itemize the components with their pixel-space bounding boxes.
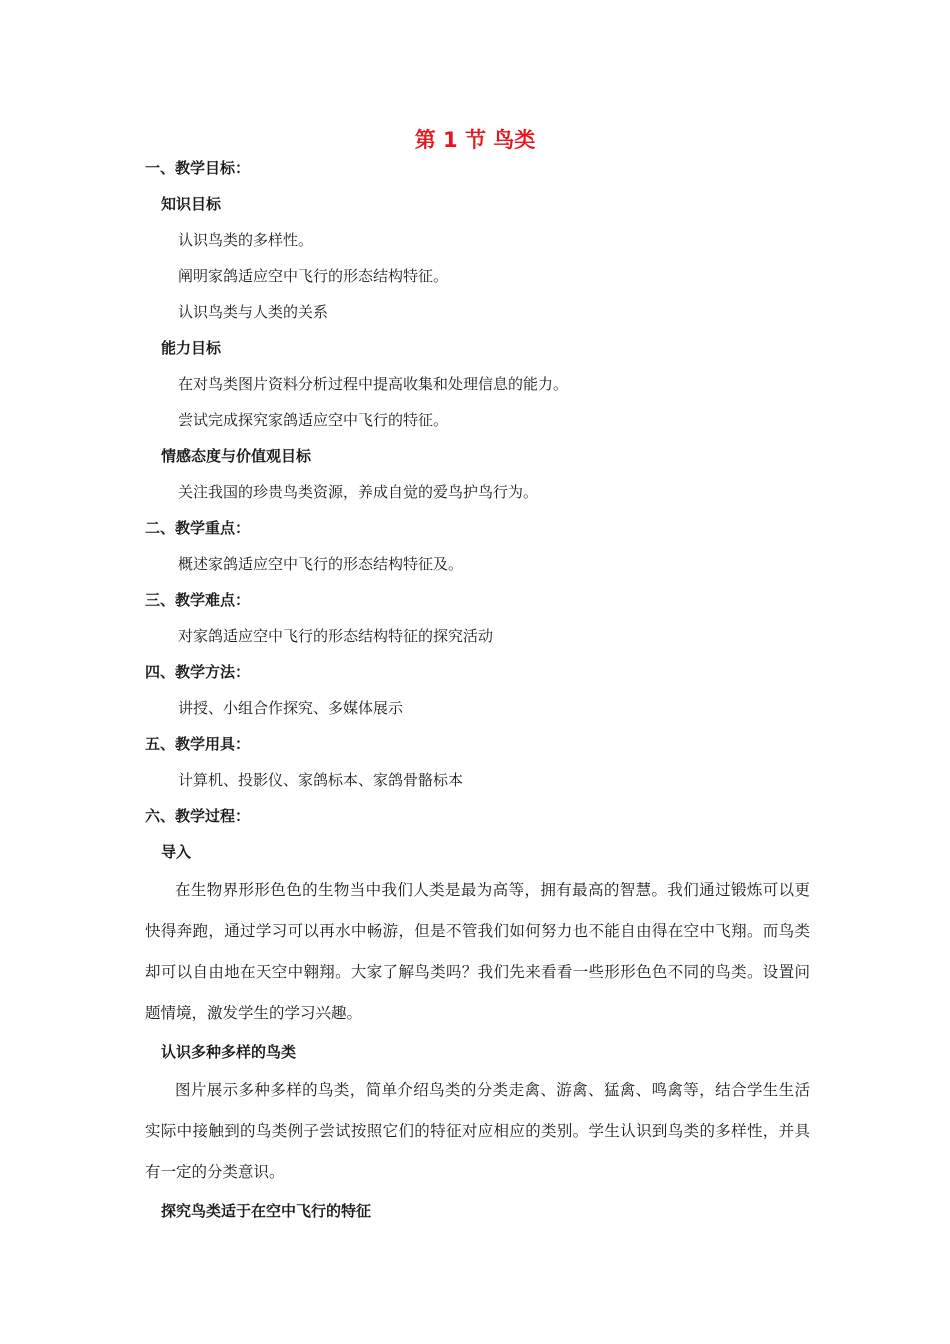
section-difficulties-heading: 三、教学难点： bbox=[145, 591, 251, 609]
section-process-heading: 六、教学过程： bbox=[145, 807, 251, 825]
ability-item: 尝试完成探究家鸽适应空中飞行的特征。 bbox=[178, 411, 449, 429]
explore-heading: 探究鸟类适于在空中飞行的特征 bbox=[161, 1202, 372, 1220]
emotion-objectives-heading: 情感态度与价值观目标 bbox=[161, 447, 312, 465]
intro-paragraph: 在生物界形形色色的生物当中我们人类是最为高等，拥有最高的智慧。我们通过锻炼可以更快得奔跑，通过学习可以再水中畅游，但是不管我们如何努力也不能自由得在空中飞翔。而鸟类却可以自由地在天空中翱翔。大家了解鸟类吗？我们先来看看一些形形色色不同的鸟类。设置问题情境，激发学生的学习兴趣。 bbox=[145, 881, 810, 1022]
knowledge-item: 认识鸟类的多样性。 bbox=[178, 231, 314, 249]
intro-heading: 导入 bbox=[161, 843, 192, 861]
diversity-heading: 认识多种多样的鸟类 bbox=[161, 1043, 297, 1061]
diversity-paragraph: 图片展示多种多样的鸟类，简单介绍鸟类的分类走禽、游禽、猛禽、鸣禽等，结合学生生活实际中接触到的鸟类例子尝试按照它们的特征对应相应的类别。学生认识到鸟类的多样性，并具有一定的分类意识。 bbox=[145, 1081, 810, 1181]
section-tools-heading: 五、教学用具： bbox=[145, 735, 251, 753]
tools-text: 计算机、投影仪、家鸽标本、家鸽骨骼标本 bbox=[178, 771, 464, 789]
key-points-text: 概述家鸽适应空中飞行的形态结构特征及。 bbox=[178, 555, 464, 573]
knowledge-item: 阐明家鸽适应空中飞行的形态结构特征。 bbox=[178, 267, 449, 285]
section-teaching-objectives-heading: 一、教学目标： bbox=[145, 159, 251, 177]
emotion-item: 关注我国的珍贵鸟类资源，养成自觉的爱鸟护鸟行为。 bbox=[178, 483, 539, 501]
knowledge-item: 认识鸟类与人类的关系 bbox=[178, 303, 329, 321]
document-body bbox=[145, 150, 810, 1229]
ability-objectives-heading: 能力目标 bbox=[161, 339, 222, 357]
difficulties-text: 对家鸽适应空中飞行的形态结构特征的探究活动 bbox=[178, 627, 494, 645]
methods-text: 讲授、小组合作探究、多媒体展示 bbox=[178, 699, 404, 717]
knowledge-objectives-heading: 知识目标 bbox=[161, 195, 222, 213]
ability-item: 在对鸟类图片资料分析过程中提高收集和处理信息的能力。 bbox=[178, 375, 569, 393]
section-methods-heading: 四、教学方法： bbox=[145, 663, 251, 681]
section-key-points-heading: 二、教学重点： bbox=[145, 519, 251, 537]
document-title: 第 1 节 鸟类 bbox=[414, 128, 536, 152]
